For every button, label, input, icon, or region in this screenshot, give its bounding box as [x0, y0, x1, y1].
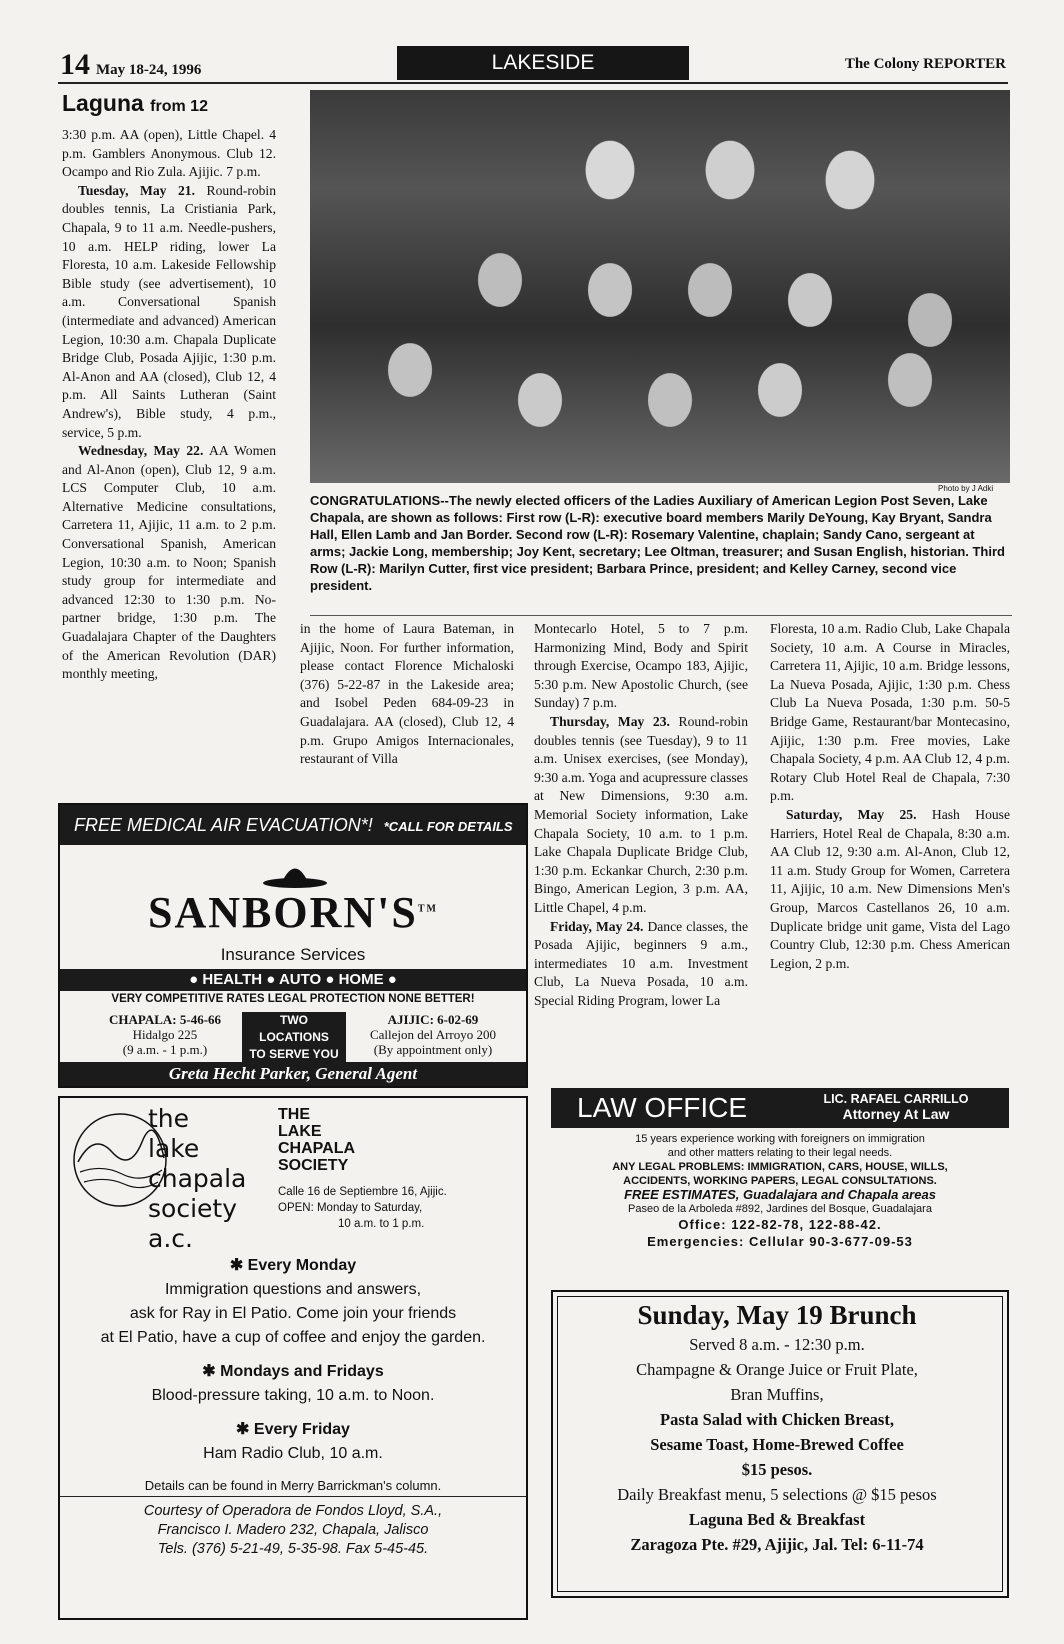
law-office-details — [551, 1132, 1009, 1250]
law-office-banner — [551, 1088, 1009, 1128]
page-number-value: 14 — [60, 48, 90, 81]
paragraph: Thursday, May 23. Round-robin doubles tennis (see Tuesday), 9 to 11 a.m. Unisex exercises, (see Monday), 9:30 a.m. Yoga and acupressure classes at New Dimensions, 9:30 a.m. Memorial Society information, Lake Chapala Society, 10 a.m. to 1 p.m. Lake Chapala Duplicate Bridge Club, 1:30 p.m. Eckankar Church, 2:30 p.m. Bingo, American Legion, 3 p.m. AA, Little Chapel, 4 p.m. — [534, 713, 749, 915]
brunch-line: Zaragoza Pte. #29, Ajijic, Jal. Tel: 6-11-74 — [630, 1535, 924, 1554]
law-line: ACCIDENTS, WORKING PAPERS, LEGAL CONSULTATIONS. — [623, 1175, 937, 1187]
brunch-line: Sesame Toast, Home-Brewed Coffee — [650, 1435, 904, 1454]
day-heading: Friday, May 24. — [550, 918, 644, 934]
trademark: TM — [417, 903, 438, 915]
attorney-name: LIC. RAFAEL CARRILLO — [823, 1092, 969, 1106]
lake-chapala-society-ad — [58, 1096, 528, 1620]
day-heading: Wednesday, May 22. — [78, 443, 204, 459]
brunch-title: Sunday, May 19 Brunch — [637, 1300, 917, 1330]
event-line: Ham Radio Club, 10 a.m. — [203, 1445, 383, 1462]
photo-credit: Photo by J Adki — [938, 484, 994, 493]
paragraph: Tuesday, May 21. Round-robin doubles tennis, La Cristiania Park, Chapala, 9 to 11 a.m. Needle-pushers, 10 a.m. HELP riding, lower La Floresta, 10 a.m. Lakeside Fellowship Bible study (see advertisement), 10 a.m. Conversational Spanish (intermediate and advanced) American Legion, 10:30 a.m. Chapala Duplicate Bridge Club, Posada Ajijic, 1:30 p.m. Al-Anon and AA (closed), Club 12, 4 p.m. All Saints Lutheran (Saint Andrew's), Bible study, 4 p.m., service, 5 p.m. — [62, 182, 277, 440]
brunch-line: Bran Muffins, — [730, 1385, 824, 1404]
wordmark-line-3: chapala — [148, 1164, 247, 1193]
continued-heading — [62, 90, 208, 117]
title-line-2: LAKE — [278, 1123, 322, 1140]
brunch-ad — [551, 1290, 1009, 1598]
badge-line-3: TO SERVE YOU — [249, 1047, 339, 1061]
title-line-1: THE — [278, 1106, 310, 1123]
event-line: Immigration questions and answers, — [164, 1281, 422, 1298]
ajijic-hours: (By appointment only) — [373, 1042, 493, 1057]
sanborns-logo — [60, 887, 526, 938]
insurance-subtitle: Insurance Services — [220, 945, 366, 964]
column-2: in the home of Laura Bateman, in Ajijic, Noon. For further information, please contact Florence Michaloski (376) 5-22-87 in the Lakeside area; and Isobel Peden 684-09-23 in Guadalajara. AA (closed), Club 12, 4 p.m. Grupo Amigos Internacionales, restaurant of Villa — [300, 621, 514, 767]
paragraph: Floresta, 10 a.m. Radio Club, Lake Chapala Society, 10 a.m. A Course in Miracles, Carretera 11, Ajijic, 10 a.m. Bridge lessons, La Nueva Posada, Ajijic, 1:30 p.m. Chess Club La Nueva Posada, 1:30 p.m. 50-5 Bridge Game, Restaurant/bar Montecasino, Ajijic, 1:30 p.m. Free movies, Lake Chapala Society, 4 p.m. AA Club 12, 4 p.m. Rotary Club Hotel Real de Chapala, 7:30 p.m. — [770, 621, 1010, 804]
event-line: Blood-pressure taking, 10 a.m. to Noon. — [151, 1387, 435, 1404]
courtesy-line-3: Tels. (376) 5-21-49, 5-35-98. Fax 5-45-45. — [157, 1541, 429, 1557]
society-rule — [60, 1496, 526, 1497]
wordmark-line-5: a.c. — [148, 1224, 193, 1253]
event-heading: ✱ Every Monday — [229, 1257, 357, 1274]
address-line: Calle 16 de Septiembre 16, Ajijic. — [278, 1186, 447, 1198]
brunch-line: $15 pesos. — [741, 1460, 813, 1479]
open-days: OPEN: Monday to Saturday, — [278, 1202, 423, 1214]
column-3 — [534, 620, 748, 1010]
law-line: and other matters relating to their legal needs. — [667, 1147, 893, 1159]
issue-date: May 18-24, 1996 — [96, 62, 202, 78]
column-1 — [62, 126, 276, 684]
society-events — [60, 1254, 526, 1466]
banner-text: FREE MEDICAL AIR EVACUATION*! — [74, 815, 373, 835]
sanborns-ad — [58, 803, 528, 1088]
open-hours: 10 a.m. to 1 p.m. — [338, 1218, 425, 1230]
law-office-ad — [551, 1088, 1009, 1280]
law-line: Office: 122-82-78, 122-88-42. — [678, 1217, 882, 1232]
society-wordmark — [148, 1104, 246, 1254]
section-title: LAKESIDE — [397, 46, 689, 80]
law-line: 15 years experience working with foreigners on immigration — [635, 1133, 925, 1145]
banner-note: *CALL FOR DETAILS — [383, 819, 513, 834]
law-line: Emergencies: Cellular 90-3-677-09-53 — [647, 1234, 913, 1249]
brunch-line: Champagne & Orange Juice or Fruit Plate, — [636, 1360, 918, 1379]
brunch-line: Pasta Salad with Chicken Breast, — [660, 1410, 894, 1429]
chapala-hours: (9 a.m. - 1 p.m.) — [122, 1042, 208, 1057]
law-office-title: LAW OFFICE — [577, 1092, 748, 1123]
event-line: ask for Ray in El Patio. Come join your friends — [129, 1305, 457, 1322]
paper-name: The Colony REPORTER — [844, 56, 1006, 72]
ajijic-phone: AJIJIC: 6-02-69 — [387, 1012, 479, 1027]
heading-text: Laguna — [62, 90, 144, 116]
ajijic-address: Callejon del Arroyo 200 — [369, 1027, 496, 1042]
law-line: Paseo de la Arboleda #892, Jardines del Bosque, Guadalajara — [628, 1203, 932, 1215]
badge-line-1: TWO — [280, 1013, 308, 1027]
paragraph: Montecarlo Hotel, 5 to 7 p.m. Harmonizing Mind, Body and Spirit through Exercise, Ocampo 183, Ajijic, 5:30 p.m. New Apostolic Church, (see Sunday) 7 p.m. — [534, 621, 748, 711]
society-address — [278, 1184, 447, 1232]
wordmark-line-1: the — [148, 1104, 190, 1133]
page-number — [60, 48, 201, 82]
day-heading: Thursday, May 23. — [550, 713, 670, 729]
badge-line-2: LOCATIONS — [259, 1030, 329, 1044]
title-line-4: SOCIETY — [278, 1157, 349, 1174]
law-line: FREE ESTIMATES, Guadalajara and Chapala areas — [624, 1187, 936, 1202]
day-heading: Tuesday, May 21. — [78, 182, 195, 198]
society-title — [278, 1106, 355, 1174]
brunch-line: Laguna Bed & Breakfast — [688, 1510, 866, 1529]
column-4 — [770, 620, 1010, 973]
chapala-address: Hidalgo 225 — [132, 1027, 198, 1042]
general-agent: Greta Hecht Parker, General Agent — [60, 1062, 526, 1086]
paragraph: Saturday, May 25. Hash House Harriers, Hotel Real de Chapala, 8:30 a.m. AA Club 12, 9:30 a.m. Al-Anon, Club 12, 11 a.m. Study Group for Women, Carretera 11, Ajijic, 10 a.m. New Dimensions Men's Group, Marcos Castellanos 26, 10 a.m. Duplicate bridge unit game, Vista del Lago Country Club, 12:30 p.m. Chess American Legion, 2 p.m. — [770, 806, 1010, 971]
event-heading: ✱ Every Friday — [236, 1421, 350, 1438]
ajijic-office — [348, 1012, 518, 1057]
details-note: Details can be found in Merry Barrickman's column. — [144, 1478, 442, 1493]
paragraph: Wednesday, May 22. AA Women and Al-Anon (open), Club 12, 9 a.m. LCS Computer Club, 10 a.m. Alternative Medicine consultations, Carretera 11, Ajijic, 11 a.m. to 2 p.m. Conversational Spanish, American Legion, 10:30 a.m. to Noon; Spanish study group for intermediate and advanced 12:30 to 1:30 p.m. No-partner bridge, 1:30 p.m. The Guadalajara Chapter of the Daughters of the American Revolution (DAR) monthly meeting, — [62, 443, 276, 682]
air-evac-banner — [60, 805, 526, 845]
wordmark-line-2: lake — [148, 1134, 200, 1163]
courtesy-line-1: Courtesy of Operadora de Fondos Lloyd, S.A., — [143, 1503, 443, 1519]
attorney-block — [791, 1092, 1001, 1122]
logo-text: SANBORN'S — [148, 888, 418, 937]
brunch-line: Daily Breakfast menu, 5 selections @ $15 pesos — [617, 1485, 937, 1504]
wordmark-line-4: society — [148, 1194, 237, 1223]
courtesy-line-2: Francisco I. Madero 232, Chapala, Jalisco — [157, 1522, 429, 1538]
chapala-office — [80, 1012, 250, 1057]
paragraph: Friday, May 24. Dance classes, the Posada Ajijic, beginners 9 a.m., intermediates 10 a.m. Investment Club, La Nueva Posada, 10 a.m. Special Riding Program, lower La — [534, 918, 748, 1008]
photo-caption: CONGRATULATIONS--The newly elected officers of the Ladies Auxiliary of American Legion Post Seven, Lake Chapala, are shown as follows: First row (L-R): executive board members Marily DeYoung, Kay Bryant, Sandra Hall, Ellen Lamb and Jan Border. Second row (L-R): Rosemary Valentine, chaplain; Sandy Cano, sergeant at arms; Jackie Long, membership; Joy Kent, secretary; Lee Oltman, treasurer; and Susan English, historian. Third Row (L-R): Marilyn Cutter, first vice president; Barbara Prince, president; and Kelley Carney, second vice president. — [310, 493, 1005, 593]
brunch-line: Served 8 a.m. - 12:30 p.m. — [689, 1335, 865, 1354]
chapala-phone: CHAPALA: 5-46-66 — [108, 1012, 222, 1027]
rates-tagline: VERY COMPETITIVE RATES LEGAL PROTECTION NONE BETTER! — [111, 993, 475, 1005]
caption-rule — [310, 615, 1012, 616]
coverage-lines: ● HEALTH ● AUTO ● HOME ● — [60, 969, 526, 991]
day-heading: Saturday, May 25. — [786, 806, 917, 822]
event-line: at El Patio, have a cup of coffee and enjoy the garden. — [100, 1329, 486, 1346]
two-locations-badge — [242, 1012, 346, 1064]
group-photo — [310, 90, 1010, 483]
courtesy-note — [60, 1502, 526, 1559]
heading-suffix: from 12 — [150, 98, 208, 115]
title-line-3: CHAPALA — [278, 1140, 356, 1157]
attorney-role: Attorney At Law — [842, 1106, 950, 1122]
brunch-text — [553, 1298, 1001, 1557]
paragraph: 3:30 p.m. AA (open), Little Chapel. 4 p.m. Gamblers Anonymous. Club 12. Ocampo and Rio Zula. Ajijic. 7 p.m. — [62, 127, 276, 180]
event-heading: ✱ Mondays and Fridays — [202, 1363, 384, 1380]
masthead-rule — [58, 82, 1008, 84]
law-line: ANY LEGAL PROBLEMS: IMMIGRATION, CARS, HOUSE, WILLS, — [612, 1161, 948, 1173]
